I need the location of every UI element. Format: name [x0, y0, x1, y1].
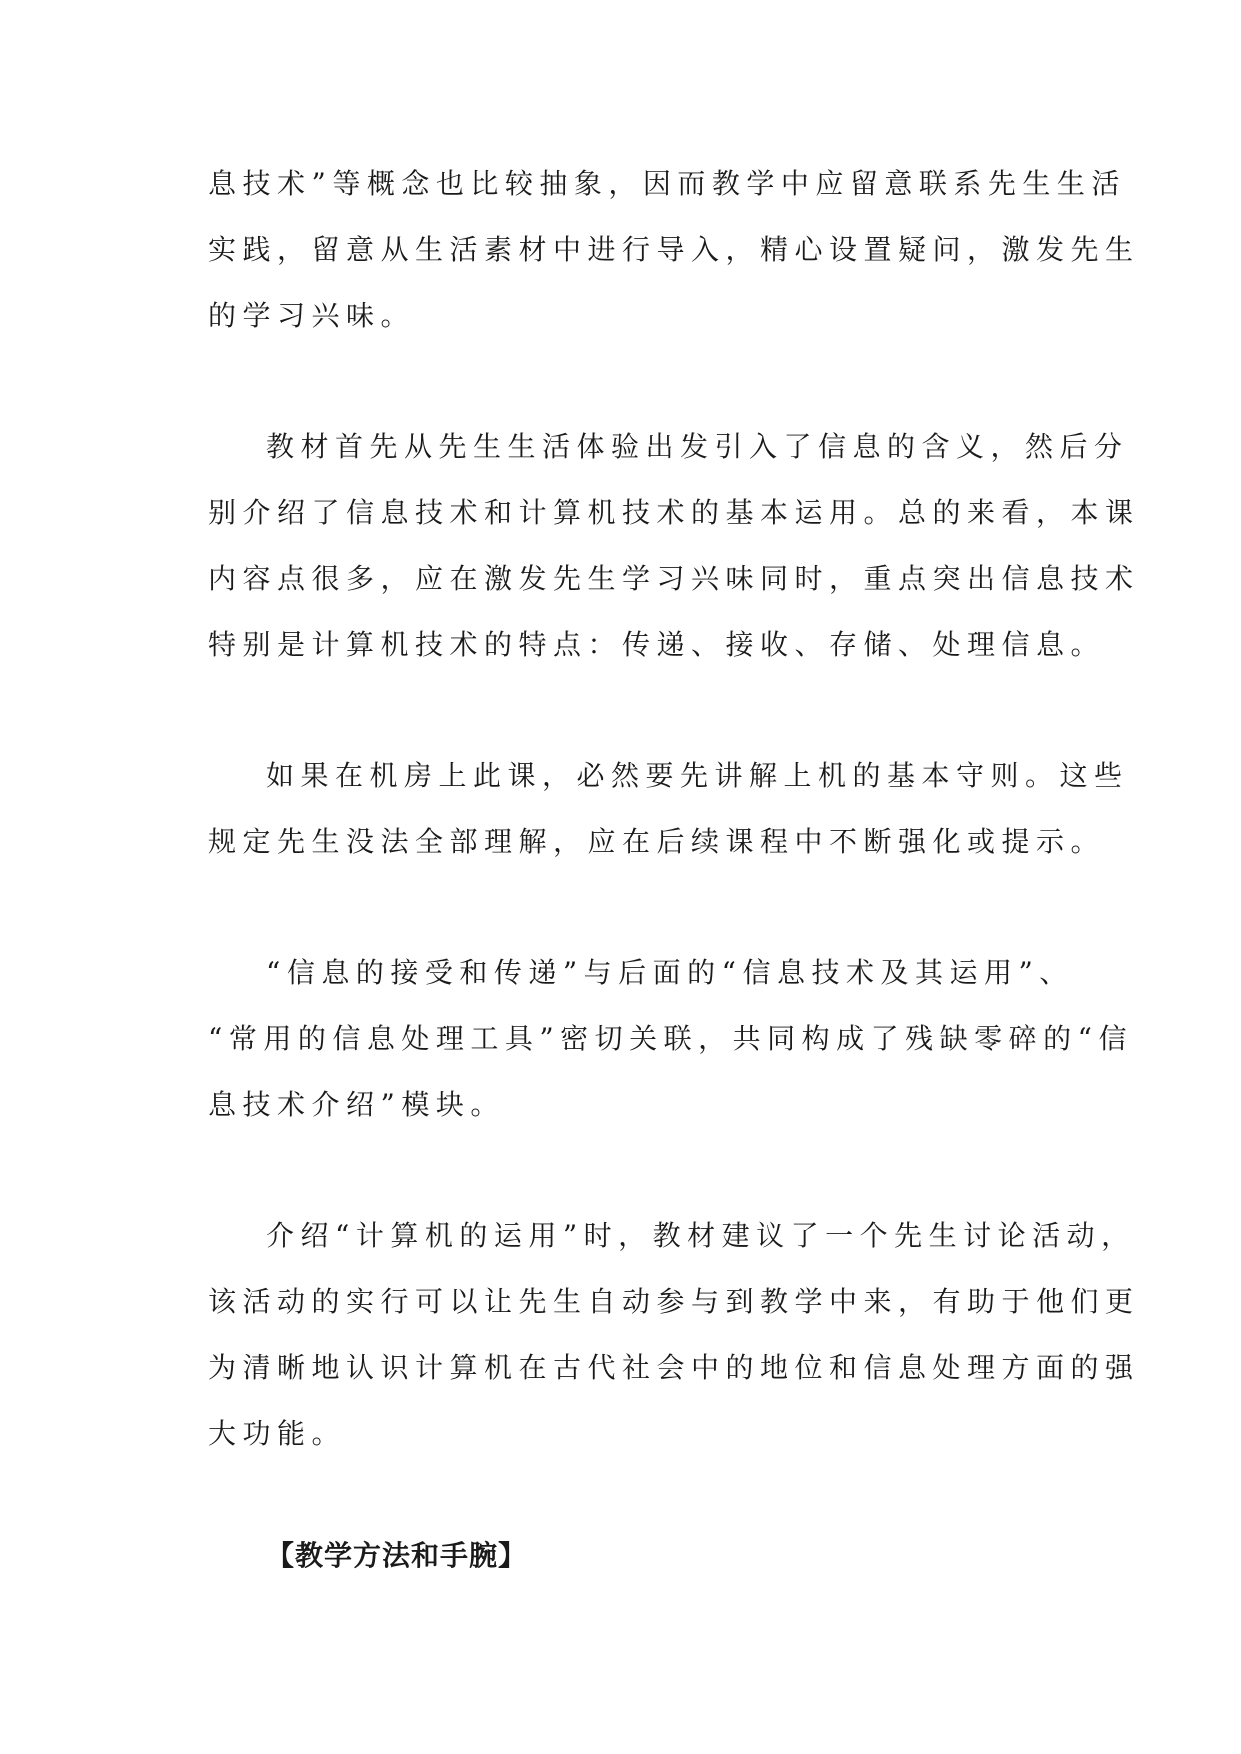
paragraph-1-line-1: 息技术”等概念也比较抽象，因而教学中应留意联系先生生活 [208, 167, 1126, 200]
paragraph-5-line-4: 大功能。 [208, 1417, 347, 1450]
paragraph-5-line-2: 该活动的实行可以让先生自动参与到教学中来，有助于他们更 [208, 1285, 1140, 1318]
paragraph-4-line-1: “信息的接受和传递”与后面的“信息技术及其运用”、 [266, 956, 1074, 989]
paragraph-5-line-3: 为清晰地认识计算机在古代社会中的地位和信息处理方面的强 [208, 1351, 1140, 1384]
paragraph-3-line-1: 如果在机房上此课，必然要先讲解上机的基本守则。这些 [266, 759, 1129, 792]
paragraph-2-line-3: 内容点很多，应在激发先生学习兴味同时，重点突出信息技术 [208, 562, 1140, 595]
paragraph-3-line-2: 规定先生没法全部理解，应在后续课程中不断强化或提示。 [208, 825, 1106, 858]
paragraph-1-line-3: 的学习兴味。 [208, 299, 416, 332]
paragraph-2-line-4: 特别是计算机技术的特点：传递、接收、存储、处理信息。 [208, 628, 1106, 661]
paragraph-1-line-2: 实践，留意从生活素材中进行导入，精心设置疑问，激发先生 [208, 233, 1140, 266]
section-heading: 【教学方法和手腕】 [266, 1539, 528, 1572]
paragraph-4-line-3: 息技术介绍”模块。 [208, 1088, 505, 1121]
paragraph-2-line-2: 别介绍了信息技术和计算机技术的基本运用。总的来看，本课 [208, 496, 1140, 529]
paragraph-5-line-1: 介绍“计算机的运用”时，教材建议了一个先生讨论活动， [266, 1219, 1136, 1252]
paragraph-2-line-1: 教材首先从先生生活体验出发引入了信息的含义，然后分 [266, 430, 1129, 463]
paragraph-4-line-2: “常用的信息处理工具”密切关联，共同构成了残缺零碎的“信 [208, 1022, 1133, 1055]
